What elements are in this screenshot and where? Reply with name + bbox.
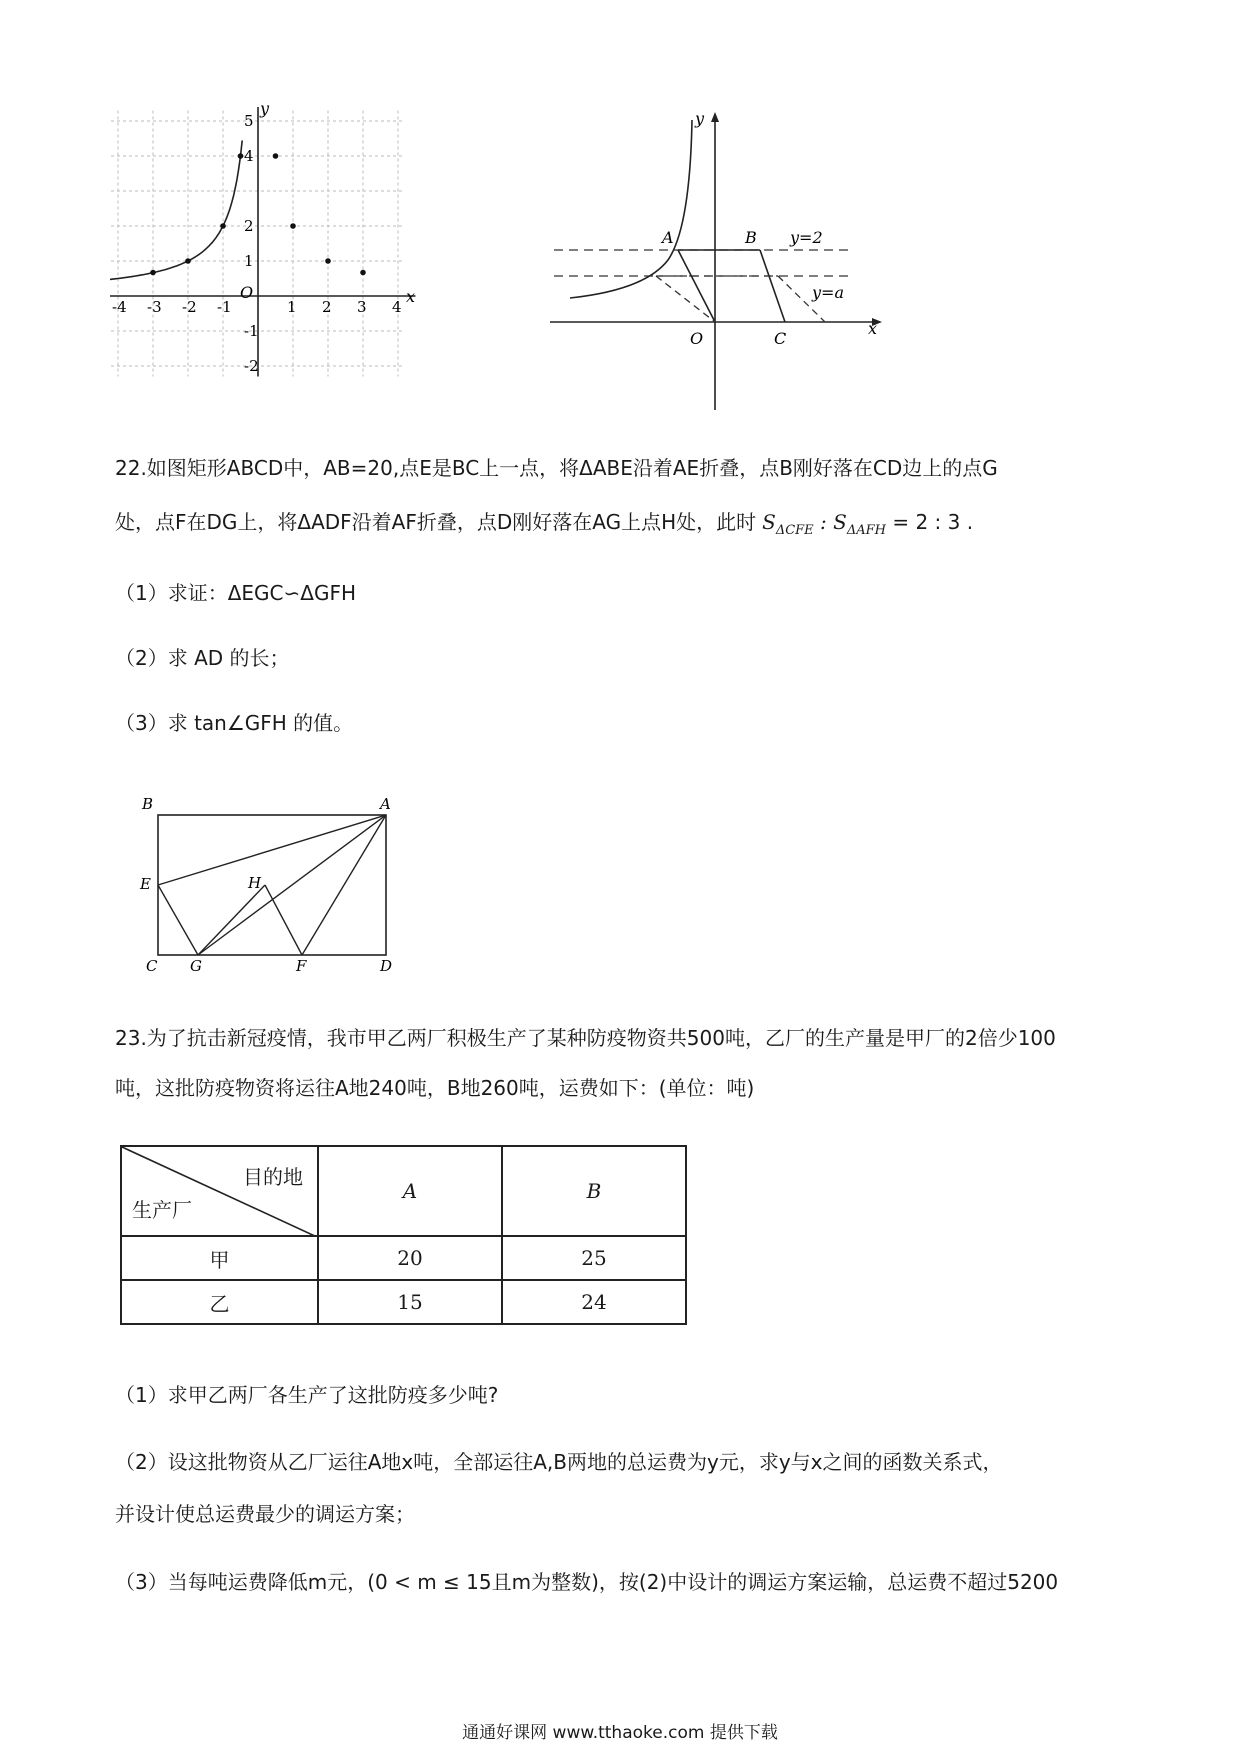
q22-part2: （2）求 AD 的长； [115,646,290,670]
y-tick-label: 4 [244,147,254,165]
freight-table [120,1145,687,1325]
q22-ratio-s1: S [762,510,776,534]
q23-part2-line2: 并设计使总运费最少的调运方案； [115,1502,415,1526]
q22-label-d: D [380,957,393,975]
table-row-b: 24 [502,1280,686,1324]
data-point [185,258,191,264]
table-row-factory: 甲 [121,1236,318,1280]
x-tick-label: 1 [287,298,297,316]
q23-part2-line1: （2）设这批物资从乙厂运往A地x吨，全部运往A,B两地的总运费为y元，求y与x之间的函数关系式， [115,1450,1003,1474]
q23-line1: 23.为了抗击新冠疫情，我市甲乙两厂积极生产了某种防疫物资共500吨，乙厂的生产量是甲厂的2倍少100 [115,1026,1056,1050]
graph1-origin-label: O [240,283,254,302]
q23-line2: 吨，这批防疫物资将运往A地240吨，B地260吨，运费如下：(单位：吨) [115,1076,755,1100]
graph2-point-b: B [745,228,757,247]
q22-part1: （1）求证：ΔEGC∽ΔGFH [115,581,356,605]
graph1-figure [110,100,430,420]
table-row [121,1236,686,1280]
data-point [325,258,331,264]
table-row [121,1280,686,1324]
table-header-factory: 生产厂 [132,1198,192,1222]
q23-part1: （1）求甲乙两厂各生产了这批防疫多少吨? [115,1383,499,1407]
table-row-factory: 乙 [121,1280,318,1324]
q22-label-g: G [190,957,202,975]
x-tick-label: 4 [392,298,402,316]
q22-figure [130,795,410,975]
data-point [360,270,366,276]
q22-line2-text: 处，点F在DG上，将ΔADF沿着AF折叠，点D刚好落在AG上点H处，此时 [115,510,757,534]
page-footer: 通通好课网 www.tthaoke.com 提供下载 [462,1723,778,1743]
data-point [273,153,279,159]
q22-part3: （3）求 tan∠GFH 的值。 [115,711,354,735]
y-tick-label: -2 [244,357,259,375]
y-tick-label: 1 [244,252,254,270]
graph2-figure [550,110,890,415]
graph1-curve [110,140,242,279]
table-col-a-header: A [318,1146,502,1236]
graph1-x-label: x [406,287,416,306]
q22-line2 [115,512,973,537]
data-point [220,223,226,229]
data-point [238,153,244,159]
x-tick-label: -4 [112,298,127,316]
graph2-line-y2-label: y=2 [790,228,823,247]
x-tick-label: -2 [182,298,197,316]
q22-label-h: H [248,874,262,892]
graph2-line-ya-label: y=a [812,283,844,302]
table-row-a: 15 [318,1280,502,1324]
y-tick-label: -1 [244,322,259,340]
data-point [150,270,156,276]
table-corner-header [121,1146,318,1236]
q22-label-f: F [296,957,307,975]
series-line [110,140,242,279]
table-row-a: 20 [318,1236,502,1280]
q22-label-a: A [380,795,391,813]
q22-ratio-sub2: ΔAFH [846,523,886,538]
graph2-point-a: A [662,228,674,247]
table-col-b-header: B [502,1146,686,1236]
q22-ratio-value: = 2 : 3 . [885,510,974,534]
table-header-destination: 目的地 [243,1165,303,1189]
x-tick-label: 2 [322,298,332,316]
graph2-x-axis-label: x [868,319,878,338]
graph2-point-o: O [690,329,704,348]
y-tick-label: 5 [244,112,254,130]
q22-ratio-sub1: ΔCFE [775,523,814,538]
data-point [290,223,296,229]
q22-label-e: E [140,875,151,893]
y-tick-label: 2 [244,217,254,235]
graph1-y-label: y [260,100,270,118]
graph1-tick-labels [112,112,402,375]
x-tick-label: -1 [217,298,232,316]
graph1-axes [110,107,416,377]
graph2-point-c: C [774,329,787,348]
q22-label-b: B [142,795,154,813]
graph2-y-axis-label: y [695,110,705,128]
x-tick-label: 3 [357,298,367,316]
table-row-b: 25 [502,1236,686,1280]
q23-part3: （3）当每吨运费降低m元，(0 < m ≤ 15且m为整数)，按(2)中设计的调运方案运输，总运费不超过5200 [115,1570,1059,1594]
q22-ratio-s2: : S [813,510,847,534]
x-tick-label: -3 [147,298,162,316]
q22-label-c: C [146,957,158,975]
q22-line1: 22.如图矩形ABCD中，AB=20,点E是BC上一点，将ΔABE沿着AE折叠，点B刚好落在CD边上的点G [115,456,998,480]
